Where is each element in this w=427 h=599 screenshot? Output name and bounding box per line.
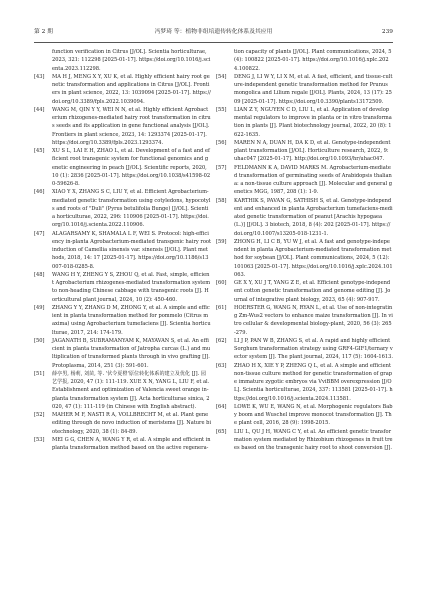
reference-text: MAHER M F, NASTI R A, VOLLBRECHT M, et al. Plant gene editing through de novo induction of meristems [J]. Nature biotechnology, 2020, 38 (1): 84-89. bbox=[52, 412, 212, 435]
reference-text: 薛亭男, 杨莉, 刘苗, 等. '伏令夏橙'原位转化体系的建立及优化 [J]. 园艺学报, 2020, 47 (1): 111-119. XUE X N, YANG L, LIU F, et al. Establishment and optimization of Valencia sweet orange in-planta transformation system [J]. Acta horticulturae sinica, 2020, 47 (1): 111-119 (in Chinese with English abstract). bbox=[52, 370, 210, 410]
reference-number: [51] bbox=[34, 370, 45, 377]
reference-entry bbox=[216, 337, 393, 362]
reference-text: LI J P, PAN W B, ZHANG S, et al. A rapid and highly efficient Sorghum transformation strategy using GRF4-GIF1/ternary vector system [J]. The plant journal, 2024, 117 (5): 1604-1613. bbox=[234, 337, 393, 361]
header-rule bbox=[34, 42, 393, 43]
reference-text: WANG M, QIN Y Y, WEI N N, et al. Highly efficient Agrobacterium rhizogenes-mediated hairy root transformation in citrus seeds and its application in gene functional analysis [J/OL]. Frontiers in plant science, 2023, 14: 1293374 [2025-01-17]. https://doi.org/10.3389/fpls.2023.1293374. bbox=[52, 106, 211, 146]
reference-number: [55] bbox=[216, 106, 227, 113]
reference-entry bbox=[34, 188, 211, 229]
reference-number: [58] bbox=[216, 197, 227, 204]
reference-entry bbox=[34, 73, 211, 106]
reference-continuation: tion capacity of plants [J/OL]. Plant communications, 2024, 5 (4): 100822 [2025-01-17]. https://doi.org/10.1016/j.xplc.2024.100822. bbox=[234, 49, 392, 72]
reference-entry bbox=[216, 164, 393, 197]
reference-text: MAREN N A, DUAN H, DA K D, et al. Genotype-independent plant transformation [J/OL]. Horticulture research, 2022, 9: uhac047 [2025-01-17]. http://doi.org/10.1093/hr/uhac047. bbox=[234, 139, 391, 163]
reference-text: HOERSTER G, WANG N, RYAN L, et al. Use of non-integrating Zm-Wus2 vectors to enhance maize transformation [J]. In vitro cellular & developmental biology-plant, 2020, 56 (3): 265-279. bbox=[234, 304, 393, 336]
reference-number: [43] bbox=[34, 73, 45, 80]
reference-number: [49] bbox=[34, 304, 45, 311]
reference-text: DENG J, LI W Y, LI X M, et al. A fast, efficient, and tissue-culture-independent genetic transformation method for Prunus mongolica and Lilium regale [J/OL]. Plants, 2024, 13 (17): 2509 [2025-01-17]. https://doi.org/10.3390/plants13172509. bbox=[234, 73, 393, 105]
reference-number: [61] bbox=[216, 304, 227, 311]
reference-number: [56] bbox=[216, 139, 227, 146]
reference-entry bbox=[34, 230, 211, 271]
reference-entry bbox=[34, 271, 211, 304]
reference-number: [57] bbox=[216, 164, 227, 171]
reference-text: JAGANATH B, SUBRAMANYAM K, MAYAVAN S, et al. An efficient in planta transformation of Jatropha curcas (L.) and multiplication of transformed plants through in vivo grafting [J]. Protoplasma, 2014, 251 (3): 591-601. bbox=[52, 337, 211, 369]
reference-text: LOWE K, WU E, WANG N, et al. Morphogenic regulators Baby boom and Wuschel improve monocot transformation [J]. The plant cell, 2016, 28 (9): 1998-2015. bbox=[234, 403, 393, 427]
page-number: 239 bbox=[381, 29, 393, 35]
reference-entry bbox=[216, 428, 393, 453]
reference-text: GE X Y, XU J T, YANG Z E, et al. Efficient genotype-independent cotton genetic transformation and genome editing [J]. Journal of integrative plant biology, 2023, 65 (4): 907-917. bbox=[234, 280, 391, 303]
reference-number: [60] bbox=[216, 280, 227, 286]
reference-text: XIAO Y X, ZHANG S C, LIU Y, et al. Efficient Agrobacterium-mediated genetic transformation using cotyledons, hypocotyls and roots of "Duli" (Pyrus betulifolia Bunge) [J/OL]. Scientia horticulturae, 2022, 296: 110906 [2025-01-17]. https://doi.org/10.1016/j.scienta.2022.110906. bbox=[52, 189, 211, 229]
reference-entry bbox=[216, 106, 393, 139]
reference-entry bbox=[34, 337, 211, 370]
reference-text: ZHAO H X, XIE Y P, ZHENG Q L, et al. A simple and efficient non-tissue culture method for genetic transformation of grape immature zygotic embryos via VviBBM overexpression [J/OL]. Scientia horticulturae, 2024, 337: 113581 [2025-01-17]. https://doi.org/10.1016/j.scienta.2024.113581. bbox=[234, 362, 393, 402]
running-title: 冯梦琦 等：植物非组培遗传转化体系及其应用 bbox=[154, 29, 273, 35]
reference-entry bbox=[34, 411, 211, 436]
reference-entry bbox=[216, 197, 393, 238]
reference-text: ZHANG Y Y, ZHANG D M, ZHONG Y, et al. A simple and efficient in planta transformation method for pommelo (Citrus maxima) using Agrobacterium tumefaciens [J]. Scientia horticulturae, 2017, 214: 174-179. bbox=[52, 304, 211, 336]
reference-text: MEI G G, CHEN A, WANG Y R, et al. A simple and efficient in planta transformation method based on the active regenera- bbox=[52, 436, 211, 451]
reference-text: KARTHIK S, PAVAN G, SATHISH S, et al. Genotype-independent and enhanced in planta Agrobacterium tumefaciens-mediated genetic transformation of peanut [Arachis hypogaea (L.)] [J/OL]. 3 biotech, 2018, 8 (4): 202 [2025-01-17]. https://doi.org/10.1007/s13205-018-1231-1. bbox=[234, 197, 393, 237]
issue-number: 第 2 期 bbox=[34, 29, 53, 35]
reference-entry bbox=[216, 362, 393, 403]
reference-continuation: function verification in Citrus [J/OL]. Scientia horticulturae, 2023, 321: 112298 [2025-01-17]. https://doi.org/10.1016/j.scienta.2023.112298. bbox=[52, 49, 211, 72]
reference-entry bbox=[34, 304, 211, 337]
reference-text: XU S L, LAI E H, ZHAO L, et al. Development of a fast and efficient root transgenic system for functional genomics and genetic engineering in peach [J/OL]. Scientific reports, 2020, 10 (1): 2836 [2025-01-17]. https://doi.org/10.1038/s41598-020-59626-8. bbox=[52, 148, 211, 187]
reference-number: [45] bbox=[34, 148, 45, 154]
reference-text: ALAGARSAMY K, SHAMALA L F, WEI S. Protocol: high-efficiency in-planta Agrobacterium-mediated transgenic hairy root induction of Camellia sinensis var. sinensis [J/OL]. Plant methods, 2018, 14: 17 [2025-01-17]. https://doi.org/10.1186/s13007-018-0285-8. bbox=[52, 230, 212, 270]
reference-number: [64] bbox=[216, 403, 227, 410]
reference-number: [48] bbox=[34, 271, 45, 278]
reference-number: [63] bbox=[216, 362, 227, 369]
reference-number: [65] bbox=[216, 428, 227, 435]
reference-entry bbox=[216, 238, 393, 279]
reference-number: [47] bbox=[34, 230, 45, 237]
reference-number: [62] bbox=[216, 337, 227, 344]
reference-number: [52] bbox=[34, 412, 45, 418]
reference-text: ZHONG H, LI C B, YU W J, et al. A fast and genotype-independent in planta Agrobacterium-mediated transformation method for soybean [J/OL]. Plant communications, 2024, 5 (12): 101063 [2025-01-17]. https://doi.org/10.1016/j.xplc.2024.101063. bbox=[234, 238, 393, 278]
reference-entry bbox=[216, 403, 393, 428]
reference-entry bbox=[216, 279, 393, 304]
reference-number: [46] bbox=[34, 189, 45, 196]
reference-entry bbox=[216, 73, 393, 106]
reference-text: MA H J, MENG X Y, XU K, et al. Highly efficient hairy root genetic transformation and applications in Citrus [J/OL]. Frontiers in plant science, 2022, 13: 1039094 [2025-01-17]. https://doi.org/10.3389/fpls.2022.1039094. bbox=[52, 73, 211, 105]
reference-number: [44] bbox=[34, 106, 45, 113]
reference-entry bbox=[34, 436, 211, 453]
reference-column-right bbox=[216, 48, 393, 452]
reference-column-left bbox=[34, 48, 211, 452]
reference-text: LIU L, QU J H, WANG C Y, et al. An efficient genetic transformation system mediated by Rhizobium rhizogenes in fruit trees based on the transgenic hairy root to shoot conversion [J]. bbox=[234, 428, 393, 451]
reference-number: [59] bbox=[216, 238, 227, 245]
reference-number: [50] bbox=[34, 337, 45, 344]
reference-text: FELDMANN K A, DAVID MARKS M. Agrobacterium-mediated transformation of germinating seeds of Arabidopsis thaliana: a non-tissue culture approach [J]. Molecular and general genetics MGG, 1987, 208 (1): 1-9. bbox=[234, 164, 392, 196]
reference-entry bbox=[34, 106, 211, 147]
running-header bbox=[34, 26, 393, 38]
reference-entry bbox=[216, 139, 393, 164]
reference-text: LIAN Z Y, NGUYEN C D, LIU L, et al. Application of developmental regulators to improve in planta or in vitro transformation in plants [J]. Plant biotechnology journal, 2022, 20 (8): 1622-1635. bbox=[234, 106, 392, 138]
reference-text: WANG H Y, ZHENG Y S, ZHOU Q, et al. Fast, simple, efficient Agrobacterium rhizogenes-mediated transformation system to non-heading Chinese cabbage with transgenic roots [J]. Horticultural plant journal, 2024, 10 (2): 450-460. bbox=[52, 271, 211, 303]
reference-entry bbox=[34, 370, 211, 411]
reference-entry bbox=[216, 304, 393, 337]
reference-entry bbox=[34, 147, 211, 188]
reference-number: [54] bbox=[216, 73, 227, 80]
reference-number: [53] bbox=[34, 436, 45, 443]
